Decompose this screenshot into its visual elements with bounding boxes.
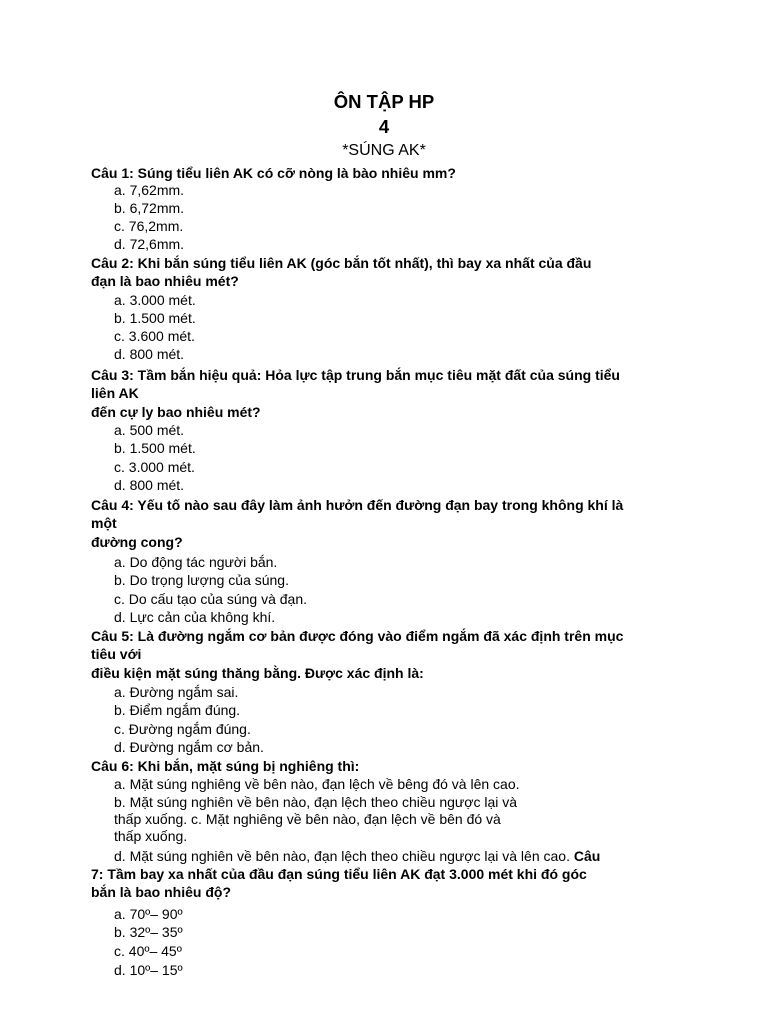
question-5-line-2: tiêu với: [91, 646, 142, 662]
q4-option-d: d. Lực cản của không khí.: [114, 609, 276, 625]
q7-option-d: d. 10º– 15º: [114, 962, 183, 978]
q6-option-b-continued: thấp xuống. c. Mặt nghiêng về bên nào, đạn lệch về bên đó và: [114, 811, 501, 827]
q4-option-c: c. Do cấu tạo của súng và đạn.: [114, 591, 308, 607]
q2-option-a: a. 3.000 mét.: [114, 292, 196, 308]
question-7-line-2: bắn là bao nhiêu độ?: [91, 884, 231, 900]
q2-option-b: b. 1.500 mét.: [114, 310, 196, 326]
q5-option-b: b. Điểm ngắm đúng.: [114, 702, 241, 718]
q7-option-a: a. 70º– 90º: [114, 906, 183, 922]
q6-option-c-continued: thấp xuống.: [114, 828, 188, 844]
q4-option-b: b. Do trọng lượng của súng.: [114, 572, 289, 588]
question-7-line-1: 7: Tầm bay xa nhất của đầu đạn súng tiểu liên AK đạt 3.000 mét khi đó góc: [91, 866, 587, 882]
question-6: Câu 6: Khi bắn, mặt súng bị nghiêng thì:: [91, 758, 360, 774]
question-3-line-1: Câu 3: Tầm bắn hiệu quả: Hỏa lực tập trung bắn mục tiêu mặt đất của súng tiểu: [91, 367, 620, 383]
q1-option-a: a. 7,62mm.: [114, 182, 185, 198]
q1-option-b: b. 6,72mm.: [114, 200, 185, 216]
q6-option-d-row: [114, 847, 600, 865]
q6-option-b: b. Mặt súng nghiên về bên nào, đạn lệch theo chiều ngược lại và: [114, 794, 518, 810]
question-4-line-2: một: [91, 515, 117, 531]
question-5-line-1: Câu 5: Là đường ngắm cơ bản được đóng vào điểm ngắm đã xác định trên mục: [91, 628, 624, 644]
doc-title: ÔN TẬP HP: [333, 91, 435, 112]
q3-option-d: d. 800 mét.: [114, 477, 185, 493]
q1-option-c: c. 76,2mm.: [114, 218, 184, 234]
q3-option-b: b. 1.500 mét.: [114, 440, 196, 456]
q1-option-d: d. 72,6mm.: [114, 236, 185, 252]
q2-option-c: c. 3.600 mét.: [114, 328, 195, 344]
doc-subtitle: *SÚNG AK*: [342, 142, 426, 159]
question-3-line-3: đến cự ly bao nhiêu mét?: [91, 404, 261, 420]
q7-option-b: b. 32º– 35º: [114, 924, 183, 940]
q2-option-d: d. 800 mét.: [114, 346, 185, 362]
q3-option-a: a. 500 mét.: [114, 422, 185, 438]
question-7-label-start: Câu: [573, 848, 601, 864]
doc-title-number: 4: [378, 116, 390, 137]
question-3-line-2: liên AK: [91, 385, 139, 401]
question-4-line-3: đường cong?: [91, 534, 183, 550]
question-4-line-1: Câu 4: Yếu tố nào sau đây làm ảnh hưởn đến đường đạn bay trong không khí là: [91, 497, 624, 513]
question-5-line-3: điều kiện mặt súng thăng bằng. Được xác định là:: [91, 665, 424, 681]
question-2-line-2: đạn là bao nhiêu mét?: [91, 273, 239, 289]
q5-option-a: a. Đường ngắm sai.: [114, 684, 239, 700]
question-1: Câu 1: Súng tiểu liên AK có cỡ nòng là bào nhiêu mm?: [91, 165, 456, 181]
question-2-line-1: Câu 2: Khi bắn súng tiểu liên AK (góc bắn tốt nhất), thì bay xa nhất của đầu: [91, 255, 592, 271]
q6-option-d: d. Mặt súng nghiên về bên nào, đạn lệch theo chiều ngược lại và lên cao.: [114, 848, 570, 864]
q3-option-c: c. 3.000 mét.: [114, 459, 195, 475]
q4-option-a: a. Do động tác người bắn.: [114, 554, 278, 570]
q6-option-a: a. Mặt súng nghiêng về bên nào, đạn lệch về bêng đó và lên cao.: [114, 776, 520, 792]
q5-option-c: c. Đường ngắm đúng.: [114, 721, 251, 737]
q7-option-c: c. 40º– 45º: [114, 943, 182, 959]
q5-option-d: d. Đường ngắm cơ bản.: [114, 739, 264, 755]
